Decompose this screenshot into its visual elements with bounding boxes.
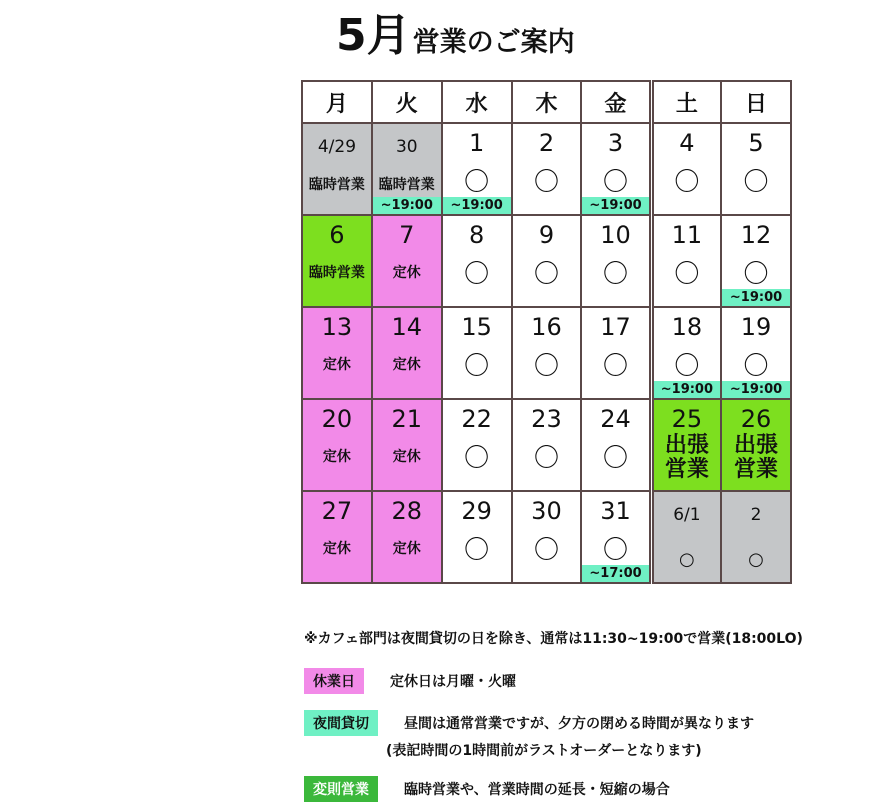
day-number: 18 (671, 313, 703, 341)
day-cell (372, 307, 442, 399)
day-number: 6/1 (673, 505, 701, 525)
legend-swatch-irregular: 変則営業 (304, 776, 378, 802)
day-number: 30 (395, 137, 418, 157)
weekday-header-row (302, 81, 791, 123)
day-number: 7 (399, 221, 415, 249)
weekday-2: 水 (442, 81, 512, 123)
day-number: 1 (468, 129, 485, 157)
weekday-6: 日 (721, 81, 791, 123)
day-number: 11 (671, 221, 703, 249)
day-number: 15 (461, 313, 492, 341)
day-number: 20 (321, 405, 353, 433)
closing-time-band: ~19:00 (373, 197, 441, 214)
day-cell (651, 399, 721, 491)
day-cell (581, 399, 651, 491)
open-mark: 〇 (533, 259, 559, 288)
open-mark: 〇 (743, 259, 769, 288)
day-cell (372, 491, 442, 583)
day-number: 5 (748, 129, 764, 157)
open-mark: 〇 (464, 351, 490, 380)
day-status-label: 臨時営業 (308, 265, 365, 281)
open-mark: 〇 (464, 167, 490, 196)
legend-irregular (304, 776, 670, 802)
open-mark: 〇 (603, 535, 629, 564)
day-status-label: 定休 (322, 541, 351, 557)
day-cell (721, 307, 791, 399)
day-cell (512, 491, 582, 583)
day-number: 23 (531, 405, 562, 433)
open-mark: 〇 (603, 443, 629, 472)
day-number: 2 (538, 129, 555, 157)
weekday-0: 月 (302, 81, 372, 123)
day-cell (512, 215, 582, 307)
legend-text-private: 昼間は通常営業ですが、夕方の閉める時間が異なります (404, 716, 754, 732)
day-number: 3 (607, 129, 624, 157)
week-row (302, 215, 791, 307)
weekday-5: 土 (651, 81, 721, 123)
day-status-label: 定休 (322, 449, 351, 465)
day-cell (442, 491, 512, 583)
day-number: 12 (740, 221, 772, 249)
day-cell (721, 215, 791, 307)
day-number: 4 (679, 129, 695, 157)
open-mark: 〇 (603, 351, 629, 380)
day-cell (512, 307, 582, 399)
open-mark: 〇 (743, 167, 769, 196)
day-cell (581, 215, 651, 307)
day-number: 21 (391, 405, 423, 433)
open-mark: 〇 (533, 167, 559, 196)
day-cell (302, 399, 372, 491)
day-number: 10 (600, 221, 631, 249)
open-mark: 〇 (464, 443, 490, 472)
legend-closed (304, 668, 516, 694)
day-number: 27 (321, 497, 353, 525)
day-number: 6 (329, 221, 345, 249)
day-number: 22 (461, 405, 492, 433)
open-mark: 〇 (533, 351, 559, 380)
day-cell (651, 215, 721, 307)
day-number: 13 (321, 313, 353, 341)
open-mark: 〇 (464, 259, 490, 288)
day-number: 31 (600, 497, 631, 525)
day-number: 4/29 (317, 137, 357, 157)
day-cell (512, 123, 582, 215)
open-mark: 〇 (603, 167, 629, 196)
weekday-1: 火 (372, 81, 442, 123)
legend-private (304, 710, 754, 736)
closing-time-band: ~19:00 (443, 197, 511, 214)
day-cell (442, 215, 512, 307)
title-text: 営業のご案内 (412, 27, 575, 58)
day-cell (721, 399, 791, 491)
calendar-table (301, 80, 792, 584)
legend-text-closed: 定休日は月曜・火曜 (390, 674, 516, 690)
day-status-label: 臨時営業 (378, 177, 435, 193)
day-status-label: 定休 (392, 449, 421, 465)
day-number: 29 (461, 497, 492, 525)
day-status-label: 定休 (392, 357, 421, 373)
open-mark: 〇 (533, 443, 559, 472)
week-row (302, 307, 791, 399)
week-row (302, 491, 791, 583)
open-mark: 〇 (674, 351, 700, 380)
day-cell (302, 307, 372, 399)
day-status-label: 定休 (322, 357, 351, 373)
day-number: 14 (391, 313, 423, 341)
day-cell (302, 215, 372, 307)
week-row (302, 123, 791, 215)
open-mark: 〇 (743, 351, 769, 380)
legend-swatch-closed: 休業日 (304, 668, 364, 694)
legend-subnote: (表記時間の1時間前がラストオーダーとなります) (386, 743, 702, 759)
title-month: 5月 (336, 10, 411, 61)
day-number: 24 (600, 405, 631, 433)
day-cell (372, 123, 442, 215)
day-number: 25 (671, 405, 703, 433)
day-cell (442, 399, 512, 491)
day-cell (442, 307, 512, 399)
open-mark: 〇 (674, 167, 700, 196)
day-cell (651, 491, 721, 583)
day-cell (721, 123, 791, 215)
day-status-label: 定休 (392, 541, 421, 557)
open-mark: 〇 (464, 535, 490, 564)
day-status-label: 臨時営業 (308, 177, 365, 193)
day-cell (581, 307, 651, 399)
business-trip-label: 出張 営業 (664, 433, 709, 482)
day-number: 30 (531, 497, 562, 525)
day-number: 9 (538, 221, 555, 249)
business-trip-label: 出張 営業 (734, 433, 779, 482)
day-number: 17 (600, 313, 631, 341)
day-number: 8 (468, 221, 485, 249)
day-cell (372, 215, 442, 307)
day-cell (372, 399, 442, 491)
day-cell (442, 123, 512, 215)
day-status-label: 定休 (392, 265, 421, 281)
day-cell (581, 491, 651, 583)
day-cell (651, 307, 721, 399)
page-title (336, 8, 575, 61)
legend-text-irregular: 臨時営業や、営業時間の延長・短縮の場合 (404, 782, 670, 798)
open-mark: 〇 (603, 259, 629, 288)
closing-time-band: ~17:00 (582, 565, 648, 582)
day-cell (302, 491, 372, 583)
legend-swatch-private: 夜間貸切 (304, 710, 378, 736)
closing-time-band: ~19:00 (722, 289, 790, 306)
day-cell (512, 399, 582, 491)
closing-time-band: ~19:00 (722, 381, 790, 398)
weekday-4: 金 (581, 81, 651, 123)
week-row (302, 399, 791, 491)
day-cell (721, 491, 791, 583)
day-number: 19 (740, 313, 772, 341)
day-number: 2 (750, 505, 762, 525)
open-mark: ○ (748, 549, 764, 570)
day-number: 26 (740, 405, 772, 433)
closing-time-band: ~19:00 (654, 381, 720, 398)
day-cell (302, 123, 372, 215)
day-cell (651, 123, 721, 215)
day-number: 28 (391, 497, 423, 525)
cafe-note: ※カフェ部門は夜間貸切の日を除き、通常は11:30~19:00で営業(18:00LO) (304, 631, 803, 647)
open-mark: ○ (679, 549, 695, 570)
closing-time-band: ~19:00 (582, 197, 648, 214)
day-cell (581, 123, 651, 215)
open-mark: 〇 (533, 535, 559, 564)
day-number: 16 (531, 313, 562, 341)
open-mark: 〇 (674, 259, 700, 288)
weekday-3: 木 (512, 81, 582, 123)
